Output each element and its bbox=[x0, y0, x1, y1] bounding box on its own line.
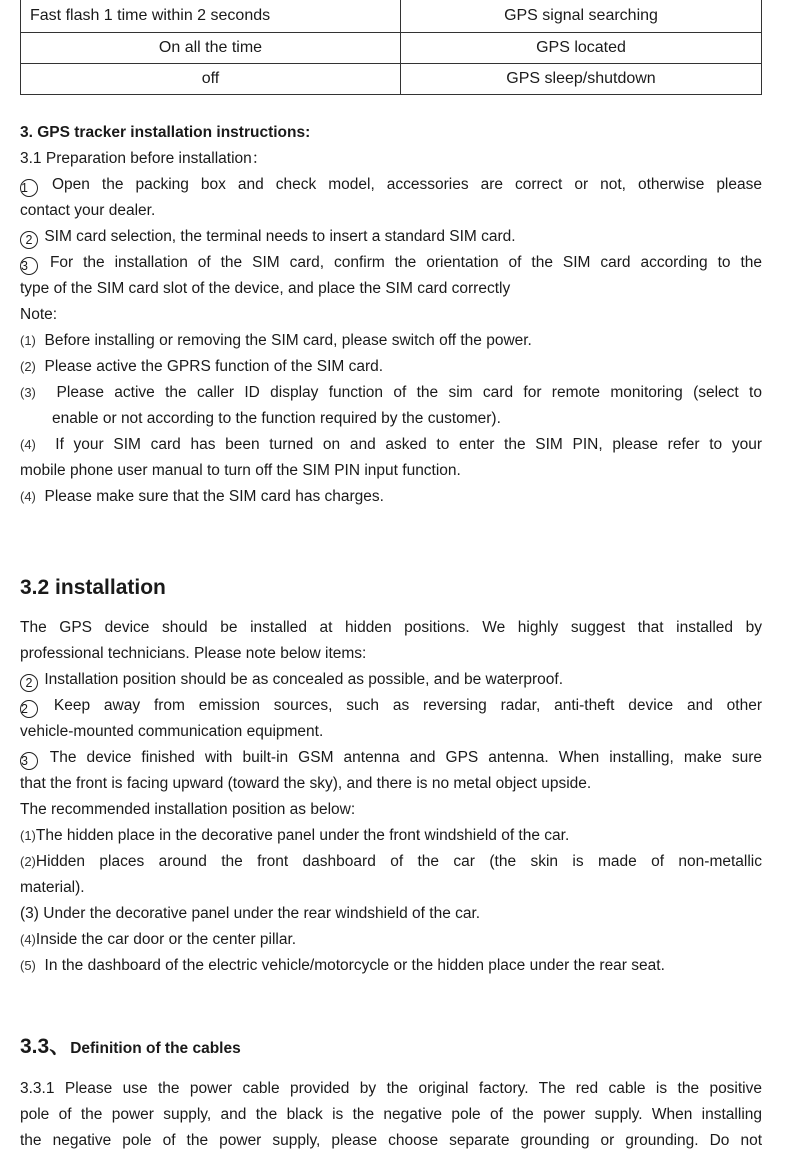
circled-number-icon: 3 bbox=[20, 752, 38, 770]
list-item: 3 For the installation of the SIM card, confirm the orientation of the SIM card according to the bbox=[21, 254, 762, 273]
note-item: (4) If your SIM card has been turned on and asked to enter the SIM PIN, please refer to your bbox=[20, 436, 762, 453]
list-item: 1 Open the packing box and check model, accessories are correct or not, otherwise please bbox=[21, 176, 762, 195]
section-heading: 3.3、Definition of the cables bbox=[20, 1035, 241, 1058]
note-item: (2) Please active the GPRS function of the SIM card. bbox=[20, 358, 384, 375]
paragraph-line: 3.3.1 Please use the power cable provided by the original factory. The red cable is the positive bbox=[20, 1080, 762, 1097]
paragraph-line: pole of the power supply, and the black is the negative pole of the power supply. When installing bbox=[20, 1106, 762, 1123]
paragraph-line: professional technicians. Please note below items: bbox=[20, 645, 367, 662]
table-row bbox=[21, 33, 762, 64]
circled-number-icon: 3 bbox=[20, 257, 38, 275]
paragraph-line: The GPS device should be installed at hidden positions. We highly suggest that installed by bbox=[20, 619, 762, 636]
note-item: (4) Please make sure that the SIM card has charges. bbox=[20, 488, 384, 505]
circled-number-icon: 1 bbox=[20, 179, 38, 197]
note-label: Note: bbox=[20, 306, 58, 323]
position-item: (5) In the dashboard of the electric vehicle/motorcycle or the hidden place under the rear seat. bbox=[20, 957, 665, 974]
position-item: (2)Hidden places around the front dashboard of the car (the skin is made of non-metallic bbox=[20, 853, 762, 870]
table-cell: Fast flash 1 time within 2 seconds bbox=[21, 0, 401, 33]
table-cell: GPS sleep/shutdown bbox=[401, 64, 762, 95]
list-item: 2 SIM card selection, the terminal needs to insert a standard SIM card. bbox=[20, 227, 762, 249]
circled-number-icon: 2 bbox=[20, 700, 38, 718]
sub-heading: 3.1 Preparation before installation： bbox=[20, 150, 268, 167]
position-item-continuation: material). bbox=[20, 879, 85, 896]
table-cell: On all the time bbox=[21, 33, 401, 64]
paragraph-line: The recommended installation position as below: bbox=[20, 801, 356, 818]
list-item-continuation: contact your dealer. bbox=[20, 202, 156, 219]
led-status-table bbox=[20, 0, 762, 95]
circled-number-icon: 2 bbox=[20, 231, 38, 249]
section-heading: 3.2 installation bbox=[20, 576, 166, 599]
note-item-continuation: enable or not according to the function required by the customer). bbox=[52, 410, 501, 427]
list-item-continuation: vehicle-mounted communication equipment. bbox=[20, 723, 324, 740]
position-item: (3) Under the decorative panel under the rear windshield of the car. bbox=[20, 905, 481, 922]
position-item: (1)The hidden place in the decorative panel under the front windshield of the car. bbox=[20, 827, 570, 844]
table-row bbox=[21, 64, 762, 95]
table-cell: GPS located bbox=[401, 33, 762, 64]
note-item-continuation: mobile phone user manual to turn off the SIM PIN input function. bbox=[20, 462, 461, 479]
list-item-continuation: type of the SIM card slot of the device, and place the SIM card correctly bbox=[20, 280, 511, 297]
note-item: (3) Please active the caller ID display function of the sim card for remote monitoring (select to bbox=[20, 384, 762, 401]
position-item: (4)Inside the car door or the center pillar. bbox=[20, 931, 297, 948]
list-item: 3 The device finished with built-in GSM antenna and GPS antenna. When installing, make sure bbox=[21, 749, 763, 768]
list-item: 2 Installation position should be as concealed as possible, and be waterproof. bbox=[20, 670, 762, 692]
table-row bbox=[21, 0, 762, 33]
note-item: (1) Before installing or removing the SIM card, please switch off the power. bbox=[20, 332, 532, 349]
circled-number-icon: 2 bbox=[20, 674, 38, 692]
table-cell: GPS signal searching bbox=[401, 0, 762, 33]
list-item-continuation: that the front is facing upward (toward the sky), and there is no metal object upside. bbox=[20, 775, 592, 792]
list-item: 2 Keep away from emission sources, such as reversing radar, anti-theft device and other bbox=[21, 697, 762, 716]
table-cell: off bbox=[21, 64, 401, 95]
section-heading: 3. GPS tracker installation instructions: bbox=[20, 124, 311, 141]
paragraph-line: the negative pole of the power supply, please choose separate grounding or grounding. Do not bbox=[20, 1132, 762, 1149]
